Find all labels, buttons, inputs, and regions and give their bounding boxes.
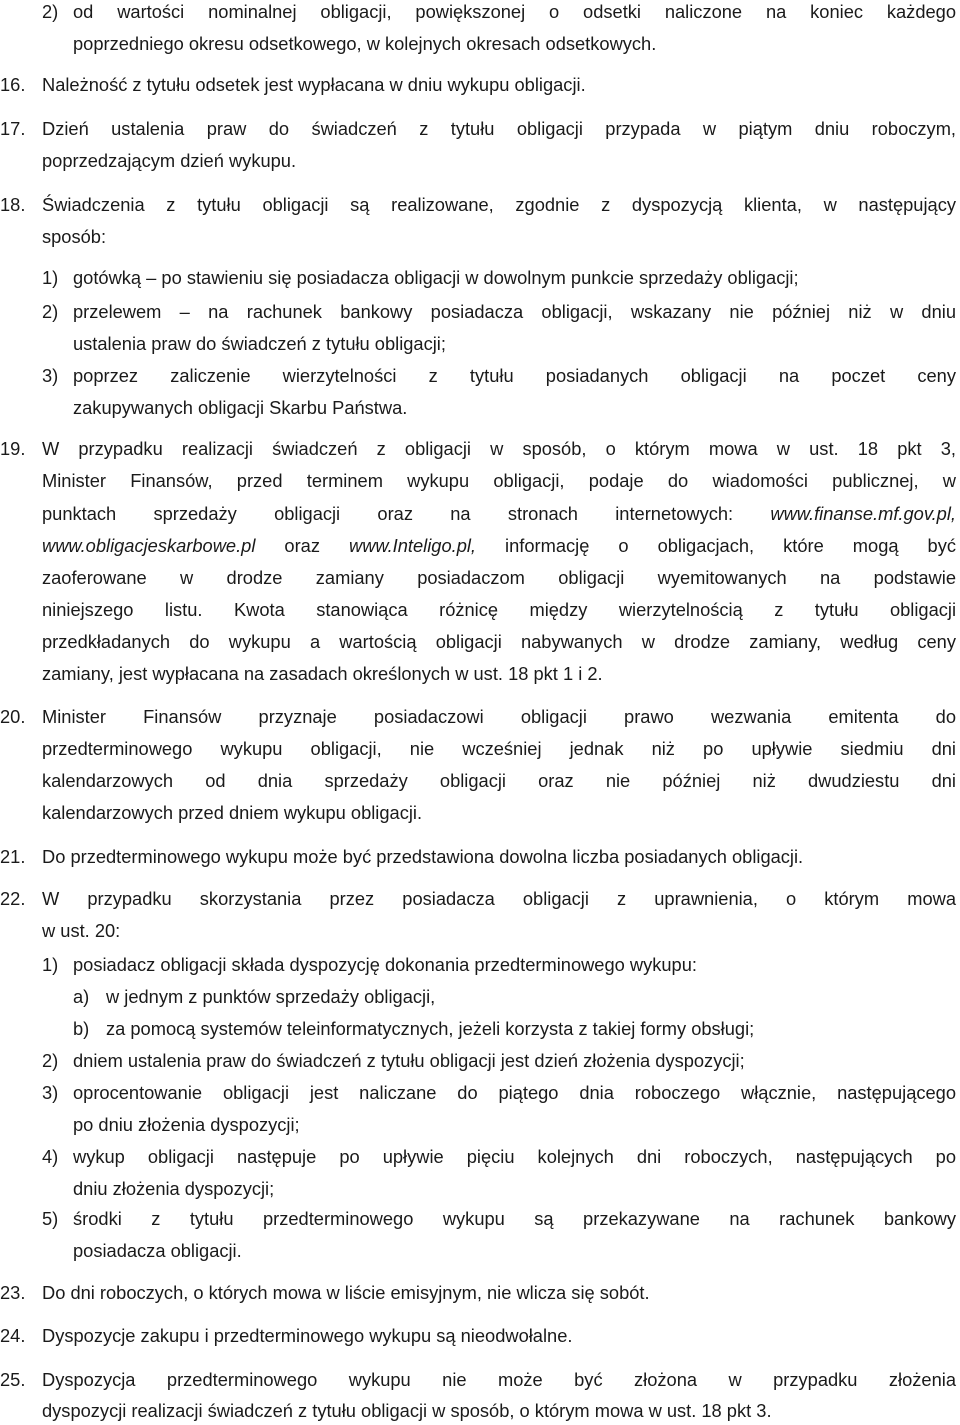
text-segment: informację o obligacjach, które mogą być — [476, 535, 956, 556]
item-text-line: przedterminowego wykupu obligacji, nie wcześniej jednak niż po upływie siedmiu dni — [42, 738, 956, 759]
item-text-line: poprzedzającym dzień wykupu. — [42, 150, 297, 171]
item-text-line: Do dni roboczych, o których mowa w liście emisyjnym, nie wlicza się sobót. — [42, 1282, 650, 1303]
list-item — [0, 953, 960, 977]
item-number: 2) — [42, 301, 59, 322]
item-text-line: Dyspozycja przedterminowego wykupu nie może być złożona w przypadku złożenia — [42, 1369, 956, 1390]
item-text-line — [42, 502, 956, 526]
item-number: 4) — [42, 1146, 59, 1167]
item-number: 20. — [0, 706, 26, 727]
paragraph-item — [0, 705, 960, 729]
item-number: b) — [73, 1018, 90, 1039]
item-text-line: poprzez zaliczenie wierzytelności z tytułu posiadanych obligacji na poczet ceny — [73, 365, 956, 386]
list-item-line — [0, 1177, 960, 1201]
paragraph-item — [0, 845, 960, 869]
list-item-line — [0, 332, 960, 356]
item-text-line — [42, 534, 956, 558]
item-number: 25. — [0, 1369, 26, 1390]
sub-list-item — [0, 1017, 960, 1041]
item-number: 16. — [0, 74, 26, 95]
text-segment: oraz — [255, 535, 349, 556]
item-text-line: wykup obligacji następuje po upływie pięciu kolejnych dni roboczych, następujących po — [73, 1146, 956, 1167]
list-item-line — [0, 32, 960, 56]
item-number: 5) — [42, 1208, 59, 1229]
paragraph-line — [0, 769, 960, 793]
list-item — [0, 266, 960, 290]
list-item — [0, 1207, 960, 1231]
item-text-line: Minister Finansów przyznaje posiadaczowi obligacji prawo wezwania emitenta do — [42, 706, 956, 727]
list-item — [0, 1145, 960, 1169]
item-number: 2) — [42, 1, 59, 22]
paragraph-line — [0, 801, 960, 825]
item-number: 18. — [0, 194, 26, 215]
paragraph-line — [0, 737, 960, 761]
item-text-line: niniejszego listu. Kwota stanowiąca różnicę między wierzytelnością z tytułu obligacji — [42, 599, 956, 620]
paragraph-item — [0, 1281, 960, 1305]
item-number: 23. — [0, 1282, 26, 1303]
item-text-line: Świadczenia z tytułu obligacji są realizowane, zgodnie z dyspozycją klienta, w następujący — [42, 194, 956, 215]
item-text-line: kalendarzowych od dnia sprzedaży obligacji oraz nie później niż dwudziestu dni — [42, 770, 956, 791]
paragraph-line — [0, 469, 960, 493]
paragraph-item — [0, 1368, 960, 1392]
item-text-line: dyspozycji realizacji świadczeń z tytułu obligacji w sposób, o którym mowa w ust. 18 pkt 3. — [42, 1400, 772, 1421]
item-text-line: przedkładanych do wykupu a wartością obligacji nabywanych w drodze zamiany, według ceny — [42, 631, 956, 652]
item-number: 2) — [42, 1050, 59, 1071]
paragraph-line — [0, 598, 960, 622]
url-link[interactable]: www.finanse.mf.gov.pl, — [770, 503, 956, 524]
item-text-line: poprzedniego okresu odsetkowego, w kolejnych okresach odsetkowych. — [73, 33, 657, 54]
sub-list-item — [0, 985, 960, 1009]
paragraph-line — [0, 630, 960, 654]
item-text-line: gotówką – po stawieniu się posiadacza obligacji w dowolnym punkcie sprzedaży obligacji; — [73, 267, 799, 288]
item-text-line: Należność z tytułu odsetek jest wypłacana w dniu wykupu obligacji. — [42, 74, 586, 95]
list-item — [0, 1081, 960, 1105]
paragraph-item — [0, 1324, 960, 1348]
paragraph-line — [0, 1399, 960, 1423]
paragraph-line — [0, 225, 960, 249]
paragraph-line — [0, 919, 960, 943]
item-number: 22. — [0, 888, 26, 909]
item-text-line: Dzień ustalenia praw do świadczeń z tytułu obligacji przypada w piątym dniu roboczym, — [42, 118, 956, 139]
item-text-line: zaoferowane w drodze zamiany posiadaczom obligacji wyemitowanych na podstawie — [42, 567, 956, 588]
item-number: 1) — [42, 954, 59, 975]
item-text-line: W przypadku realizacji świadczeń z obligacji w sposób, o którym mowa w ust. 18 pkt 3, — [42, 438, 956, 459]
list-item-line — [0, 396, 960, 420]
item-text-line: w jednym z punktów sprzedaży obligacji, — [106, 986, 436, 1007]
item-text-line: przelewem – na rachunek bankowy posiadacza obligacji, wskazany nie później niż w dniu — [73, 301, 956, 322]
list-item — [0, 1049, 960, 1073]
item-text-line: dniu złożenia dyspozycji; — [73, 1178, 275, 1199]
paragraph-line — [0, 662, 960, 686]
item-number: a) — [73, 986, 90, 1007]
item-text-line: Minister Finansów, przed terminem wykupu obligacji, podaje do wiadomości publicznej, w — [42, 470, 956, 491]
item-text-line: Do przedterminowego wykupu może być przedstawiona dowolna liczba posiadanych obligacji. — [42, 846, 804, 867]
paragraph-item — [0, 117, 960, 141]
paragraph-item — [0, 437, 960, 461]
item-text-line: Dyspozycje zakupu i przedterminowego wykupu są nieodwołalne. — [42, 1325, 573, 1346]
item-number: 1) — [42, 267, 59, 288]
item-number: 17. — [0, 118, 26, 139]
item-number: 3) — [42, 365, 59, 386]
list-item — [0, 364, 960, 388]
item-text-line: posiadacza obligacji. — [73, 1240, 242, 1261]
item-text-line: oprocentowanie obligacji jest naliczane do piątego dnia roboczego włącznie, następującego — [73, 1082, 956, 1103]
item-text-line: po dniu złożenia dyspozycji; — [73, 1114, 300, 1135]
list-item-line — [0, 1113, 960, 1137]
list-item — [0, 300, 960, 324]
paragraph-item — [0, 193, 960, 217]
item-text-line: dniem ustalenia praw do świadczeń z tytułu obligacji jest dzień złożenia dyspozycji; — [73, 1050, 745, 1071]
item-text-line: posiadacz obligacji składa dyspozycję dokonania przedterminowego wykupu: — [73, 954, 697, 975]
url-link[interactable]: www.Inteligo.pl, — [349, 535, 477, 556]
list-item-line — [0, 1239, 960, 1263]
paragraph-line — [0, 502, 960, 526]
url-link[interactable]: www.obligacjeskarbowe.pl — [42, 535, 256, 556]
item-number: 19. — [0, 438, 26, 459]
paragraph-item — [0, 73, 960, 97]
paragraph-line — [0, 149, 960, 173]
item-text-line: W przypadku skorzystania przez posiadacza obligacji z uprawnienia, o którym mowa — [42, 888, 956, 909]
item-text-line: zakupywanych obligacji Skarbu Państwa. — [73, 397, 408, 418]
item-text-line: środki z tytułu przedterminowego wykupu są przekazywane na rachunek bankowy — [73, 1208, 956, 1229]
item-number: 24. — [0, 1325, 26, 1346]
list-item — [0, 0, 960, 24]
paragraph-line — [0, 566, 960, 590]
item-text-line: za pomocą systemów teleinformatycznych, jeżeli korzysta z takiej formy obsługi; — [106, 1018, 755, 1039]
item-text-line: od wartości nominalnej obligacji, powiększonej o odsetki naliczone na koniec każdego — [73, 1, 956, 22]
item-text-line: sposób: — [42, 226, 107, 247]
item-text-line: kalendarzowych przed dniem wykupu obligacji. — [42, 802, 423, 823]
item-text-line: w ust. 20: — [42, 920, 121, 941]
item-text-line: ustalenia praw do świadczeń z tytułu obligacji; — [73, 333, 446, 354]
item-text-line: zamiany, jest wypłacana na zasadach określonych w ust. 18 pkt 1 i 2. — [42, 663, 603, 684]
paragraph-item — [0, 887, 960, 911]
item-number: 21. — [0, 846, 26, 867]
item-number: 3) — [42, 1082, 59, 1103]
paragraph-line — [0, 534, 960, 558]
text-segment: punktach sprzedaży obligacji oraz na stronach internetowych: — [42, 503, 771, 524]
